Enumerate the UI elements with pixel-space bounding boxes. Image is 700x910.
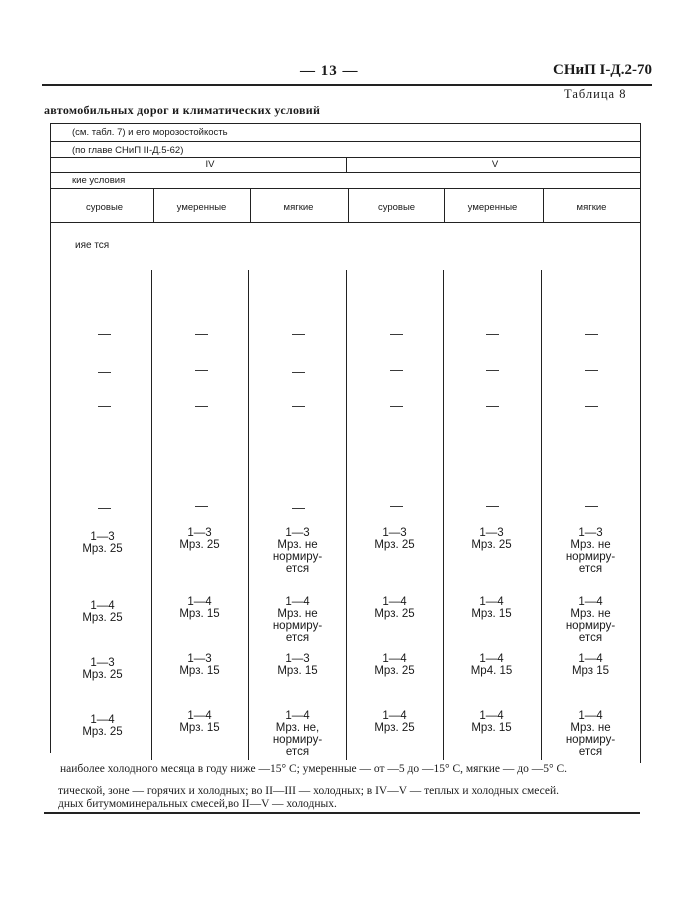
dash-cell: —: [390, 326, 403, 341]
table-cell: 1—4 Мрз. не нормиру- ется: [272, 596, 323, 644]
col-header-mild-v: мягкие: [576, 202, 607, 213]
table-cell: 1—3 Мрз. 15: [179, 653, 220, 677]
dash-cell: —: [585, 498, 598, 513]
dash-cell: —: [292, 500, 305, 515]
table-cell: 1—4 Мрз. 25: [374, 596, 415, 620]
table-cell: 1—4 Мрз. 25: [82, 714, 123, 738]
dash-cell: —: [98, 326, 111, 341]
dash-cell: —: [486, 326, 499, 341]
col-header-moderate-iv: умеренные: [176, 202, 227, 213]
dash-cell: —: [390, 498, 403, 513]
page-number: — 13 —: [300, 63, 359, 79]
dash-cell: —: [292, 364, 305, 379]
table-cell: 1—4 Мрз. не, нормиру- ется: [272, 710, 323, 758]
table-cell: 1—3 Мрз. 25: [82, 531, 123, 555]
table-cell: 1—3 Мрз. не нормиру- ется: [565, 527, 616, 575]
dash-cell: —: [98, 500, 111, 515]
dash-cell: —: [486, 498, 499, 513]
col-header-severe-iv: суровые: [85, 202, 124, 213]
dash-cell: —: [195, 398, 208, 413]
table-cell: 1—4 Мрз 15: [571, 653, 610, 677]
table-title: автомобильных дорог и климатических условий: [44, 103, 321, 117]
dash-cell: —: [390, 362, 403, 377]
document-code: СНиП I-Д.2-70: [553, 62, 652, 78]
footnote-3: дных битумоминеральных смесей,во II—V — холодных.: [58, 798, 337, 810]
dash-cell: —: [486, 362, 499, 377]
table-top-rule: [50, 123, 640, 124]
table-cell: 1—4 Мр4. 15: [470, 653, 513, 677]
dash-cell: —: [585, 398, 598, 413]
table-cell: 1—3 Мрз. не нормиру- ется: [272, 527, 323, 575]
table-cell: 1—4 Мрз. 15: [471, 596, 512, 620]
table-cell: 1—3 Мрз. 25: [471, 527, 512, 551]
footnote-1: наиболее холодного месяца в году ниже —15° С; умеренные — от —5 до —15° С, мягкие — до —5° С.: [60, 763, 568, 775]
table-cell: 1—4 Мрз. не нормиру- ется: [565, 596, 616, 644]
table-cell: 1—4 Мрз. 25: [82, 600, 123, 624]
dash-cell: —: [585, 326, 598, 341]
dash-cell: —: [390, 398, 403, 413]
dash-cell: —: [292, 398, 305, 413]
footer-rule: [44, 812, 640, 814]
dash-cell: —: [195, 498, 208, 513]
table-right-border: [640, 123, 641, 763]
table-left-border: [50, 123, 51, 753]
dash-cell: —: [195, 326, 208, 341]
table-cell: 1—4 Мрз. 15: [179, 596, 220, 620]
row-frost-resistance: (см. табл. 7) и его морозостойкость: [72, 127, 228, 138]
dash-cell: —: [486, 398, 499, 413]
dash-cell: —: [195, 362, 208, 377]
col-header-severe-v: суровые: [377, 202, 416, 213]
table-cell: 1—4 Мрз. не нормиру- ется: [565, 710, 616, 758]
dash-cell: —: [292, 326, 305, 341]
table-cell: 1—3 Мрз. 25: [374, 527, 415, 551]
table-cell: 1—4 Мрз. 15: [471, 710, 512, 734]
table-label: Таблица 8: [564, 87, 627, 101]
col-header-moderate-v: умеренные: [467, 202, 518, 213]
col-header-mild-iv: мягкие: [283, 202, 314, 213]
row-snip-reference: (по главе СНиП II-Д.5-62): [72, 145, 184, 156]
dash-cell: —: [98, 364, 111, 379]
header-rule: [42, 84, 652, 86]
zone-iv-header: IV: [205, 159, 215, 170]
footnote-2: тической, зоне — горячих и холодных; во II—III — холодных; в IV—V — теплых и холодных смесей.: [58, 785, 560, 797]
dash-cell: —: [585, 362, 598, 377]
zone-v-header: V: [491, 159, 499, 170]
table-cell: 1—4 Мрз. 25: [374, 653, 415, 677]
table-cell: 1—3 Мрз. 25: [179, 527, 220, 551]
dash-cell: —: [98, 398, 111, 413]
row-stub-text: ияе тся: [75, 240, 110, 251]
climate-conditions-label: кие условия: [72, 175, 126, 186]
table-cell: 1—3 Мрз. 25: [82, 657, 123, 681]
table-cell: 1—4 Мрз. 15: [179, 710, 220, 734]
table-cell: 1—4 Мрз. 25: [374, 710, 415, 734]
table-cell: 1—3 Мрз. 15: [277, 653, 318, 677]
